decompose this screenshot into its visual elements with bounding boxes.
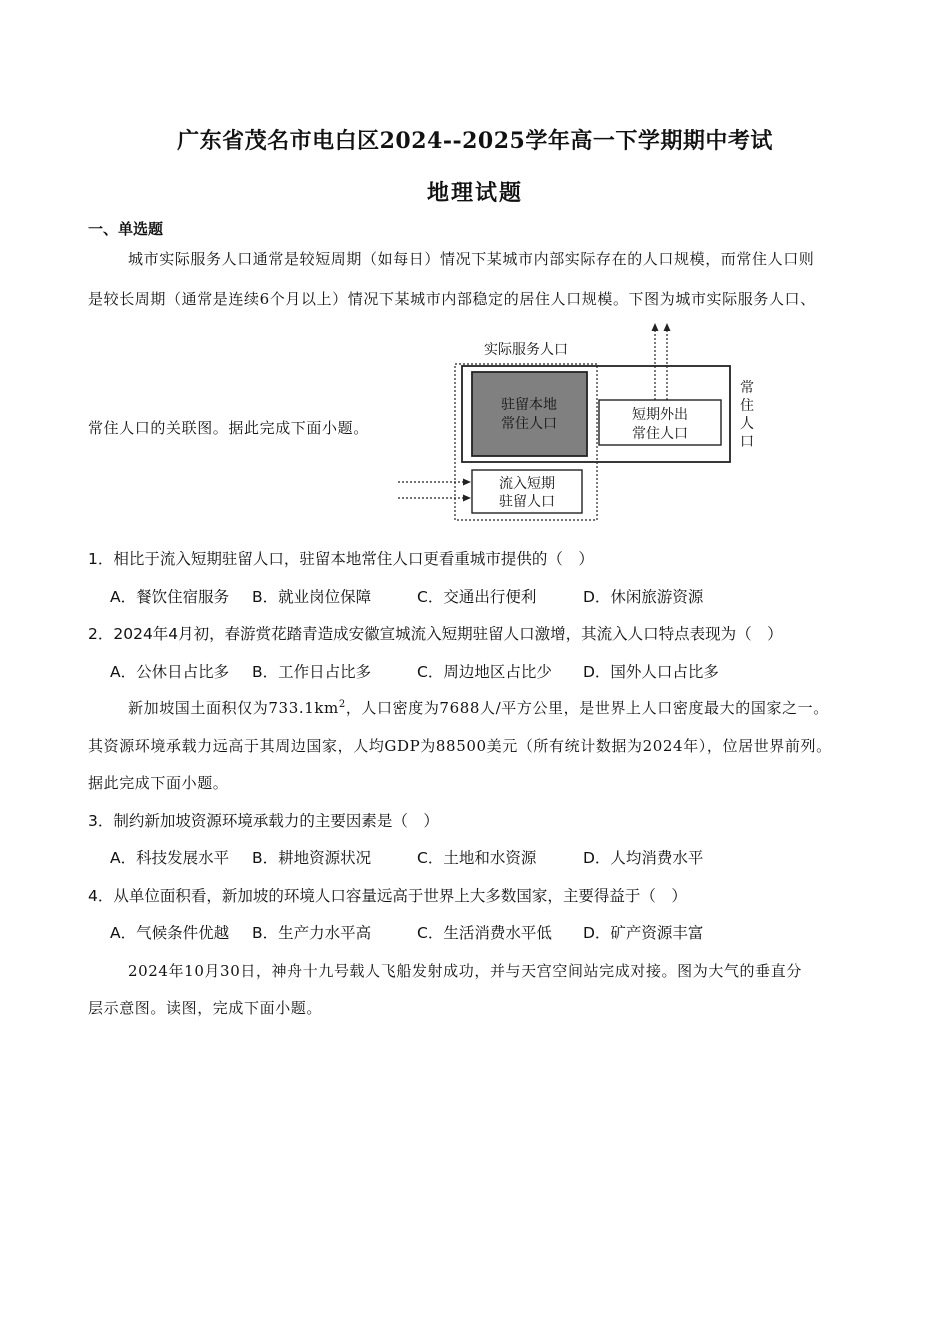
section-heading: 一、单选题 bbox=[88, 220, 164, 238]
question-4: 4．从单位面积看，新加坡的环境人口容量远高于世界上大多数国家，主要得益于（ ） bbox=[88, 887, 687, 905]
q2-option-b[interactable]: B．工作日占比多 bbox=[252, 663, 372, 681]
in-arrowhead-2 bbox=[463, 495, 471, 502]
resident-vertical-3: 人 bbox=[740, 416, 754, 432]
inflow-line1: 流入短期 bbox=[499, 476, 555, 492]
out-arrowhead-1 bbox=[652, 323, 659, 331]
question-1: 1．相比于流入短期驻留人口，驻留本地常住人口更看重城市提供的（ ） bbox=[88, 550, 594, 568]
q2-option-c[interactable]: C．周边地区占比少 bbox=[417, 663, 552, 681]
passage1-line2: 是较长周期（通常是连续6个月以上）情况下某城市内部稳定的居住人口规模。下图为城市实际服务人口、 bbox=[88, 290, 816, 308]
passage1-line1: 城市实际服务人口通常是较短周期（如每日）情况下某城市内部实际存在的人口规模，而常住人口则 bbox=[128, 250, 815, 268]
local-resident-line1: 驻留本地 bbox=[501, 397, 557, 413]
local-resident-line2: 常住人口 bbox=[501, 416, 557, 432]
out-arrowhead-2 bbox=[664, 323, 671, 331]
q4-option-a[interactable]: A．气候条件优越 bbox=[110, 924, 230, 942]
q2-option-d[interactable]: D．国外人口占比多 bbox=[583, 663, 719, 681]
local-resident-box bbox=[472, 372, 587, 456]
q1-option-b[interactable]: B．就业岗位保障 bbox=[252, 588, 372, 606]
resident-vertical-4: 口 bbox=[740, 434, 754, 450]
q4-option-d[interactable]: D．矿产资源丰富 bbox=[583, 924, 704, 942]
q3-option-b[interactable]: B．耕地资源状况 bbox=[252, 849, 372, 867]
q1-option-c[interactable]: C．交通出行便利 bbox=[417, 588, 537, 606]
passage2-line1: 新加坡国土面积仅为$733.1km^2$，人口密度为7688人/平方公里，是世界上人口密度最大的国家之一。 bbox=[128, 699, 829, 717]
short-out-line1: 短期外出 bbox=[632, 407, 688, 423]
q2-option-a[interactable]: A．公休日占比多 bbox=[110, 663, 230, 681]
short-out-line2: 常住人口 bbox=[632, 426, 688, 442]
page-subtitle: 地理试题 bbox=[426, 180, 523, 206]
q3-option-a[interactable]: A．科技发展水平 bbox=[110, 849, 230, 867]
q4-option-b[interactable]: B．生产力水平高 bbox=[252, 924, 372, 942]
page-title: 广东省茂名市电白区2024--2025学年高一下学期期中考试 bbox=[177, 128, 773, 154]
passage1-line3: 常住人口的关联图。据此完成下面小题。 bbox=[88, 419, 369, 437]
resident-vertical-1: 常 bbox=[740, 380, 754, 396]
resident-vertical-2: 住 bbox=[740, 398, 754, 414]
passage2-line2: 其资源环境承载力远高于其周边国家，人均GDP为88500美元（所有统计数据为2024年），位居世界前列。 bbox=[88, 737, 832, 755]
actual-service-label: 实际服务人口 bbox=[484, 342, 568, 358]
passage2-line3: 据此完成下面小题。 bbox=[88, 774, 229, 792]
question-3: 3．制约新加坡资源环境承载力的主要因素是（ ） bbox=[88, 812, 439, 830]
population-relation-diagram bbox=[392, 318, 772, 528]
q1-option-d[interactable]: D．休闲旅游资源 bbox=[583, 588, 704, 606]
question-2: 2．2024年4月初，春游赏花踏青造成安徽宣城流入短期驻留人口激增，其流入人口特点表现为（ ） bbox=[88, 625, 783, 643]
q4-option-c[interactable]: C．生活消费水平低 bbox=[417, 924, 552, 942]
passage3-line1: 2024年10月30日，神舟十九号载人飞船发射成功，并与天宫空间站完成对接。图为大气的垂直分 bbox=[128, 962, 802, 980]
in-arrowhead-1 bbox=[463, 479, 471, 486]
passage3-line2: 层示意图。读图，完成下面小题。 bbox=[88, 999, 323, 1017]
q3-option-d[interactable]: D．人均消费水平 bbox=[583, 849, 704, 867]
inflow-line2: 驻留人口 bbox=[499, 494, 555, 510]
q3-option-c[interactable]: C．土地和水资源 bbox=[417, 849, 537, 867]
q1-option-a[interactable]: A．餐饮住宿服务 bbox=[110, 588, 230, 606]
